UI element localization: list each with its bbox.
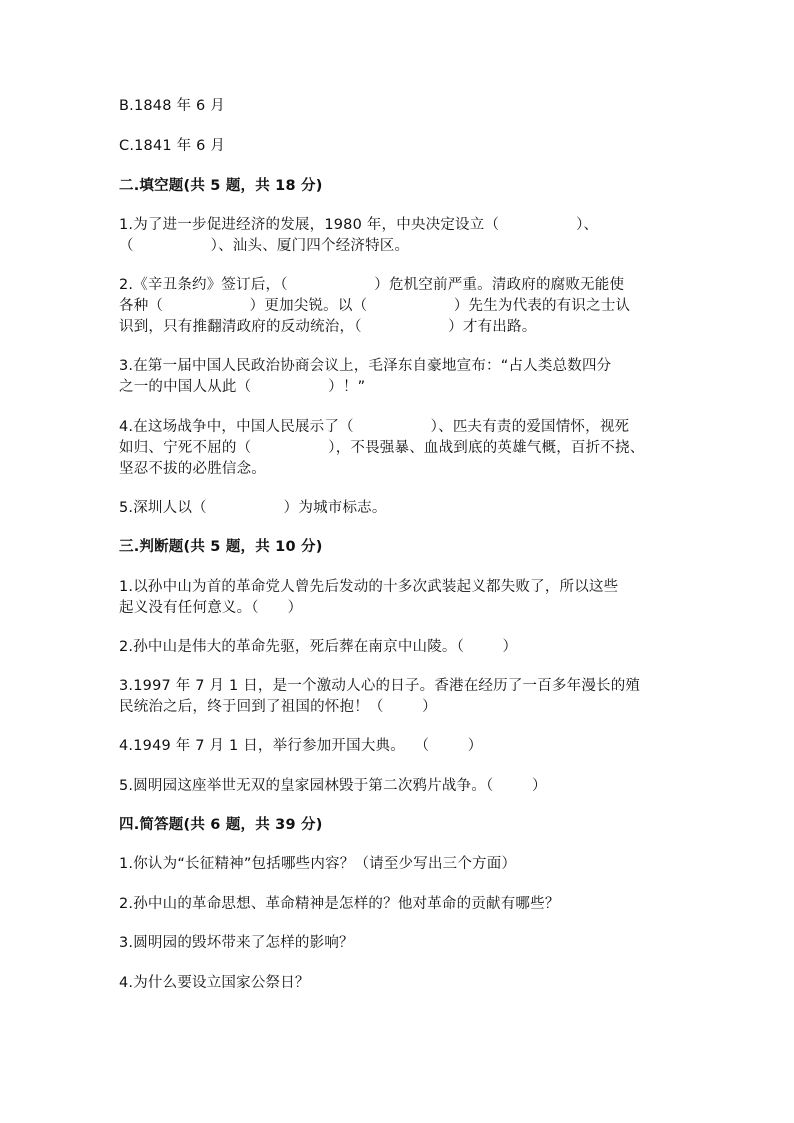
fill-blank-q2-line3: 识到，只有推翻清政府的反动统治，（ ）才有出路。 [119,319,537,335]
true-false-q3-line2: 民统治之后，终于回到了祖国的怀抱！（ ） [119,699,437,715]
option-c: C.1841 年 6 月 [119,138,226,154]
true-false-q2: 2.孙中山是伟大的革命先驱，死后葬在南京中山陵。（ ） [119,639,518,655]
fill-blank-q4-line3: 坚忍不拔的必胜信念。 [119,461,266,477]
section-heading-short-answer: 四.简答题(共 6 题，共 39 分) [119,817,323,833]
short-answer-q1: 1.你认为“长征精神”包括哪些内容？（请至少写出三个方面） [119,856,517,872]
option-b: B.1848 年 6 月 [119,98,225,114]
true-false-q1-line1: 1.以孙中山为首的革命党人曾先后发动的十多次武装起义都失败了，所以这些 [119,579,619,595]
fill-blank-q4-line1: 4.在这场战争中，中国人民展示了（ ）、匹夫有责的爱国情怀，视死 [119,419,630,435]
fill-blank-q5: 5.深圳人以（ ）为城市标志。 [119,500,387,516]
true-false-q4: 4.1949 年 7 月 1 日，举行参加开国大典。 （ ） [119,738,483,754]
section-heading-true-false: 三.判断题(共 5 题，共 10 分) [119,539,323,555]
short-answer-q2: 2.孙中山的革命思想、革命精神是怎样的？他对革命的贡献有哪些？ [119,896,560,912]
fill-blank-q1-line2: （ ）、汕头、厦门四个经济特区。 [119,238,410,254]
fill-blank-q1-line1: 1.为了进一步促进经济的发展，1980 年，中央决定设立（ ）、 [119,217,599,233]
short-answer-q4: 4.为什么要设立国家公祭日？ [119,975,310,991]
true-false-q3-line1: 3.1997 年 7 月 1 日，是一个激动人心的日子。香港在经历了一百多年漫长的殖 [119,678,641,694]
fill-blank-q3-line2: 之一的中国人从此（ ）！” [119,379,366,395]
fill-blank-q4-line2: 如归、宁死不屈的（ ），不畏强暴、血战到底的英雄气概，百折不挠、 [119,440,645,456]
short-answer-q3: 3.圆明园的毁坏带来了怎样的影响？ [119,935,354,951]
section-heading-fill-blank: 二.填空题(共 5 题，共 18 分) [119,178,323,194]
fill-blank-q2-line2: 各种（ ）更加尖锐。以（ ）先生为代表的有识之士认 [119,298,631,314]
true-false-q5: 5.圆明园这座举世无双的皇家园林毁于第二次鸦片战争。（ ） [119,778,547,794]
fill-blank-q2-line1: 2.《辛丑条约》签订后，（ ）危机空前严重。清政府的腐败无能使 [119,277,625,293]
fill-blank-q3-line1: 3.在第一届中国人民政治协商会议上，毛泽东自豪地宣布：“占人类总数四分 [119,358,612,374]
true-false-q1-line2: 起义没有任何意义。（ ） [119,600,303,616]
